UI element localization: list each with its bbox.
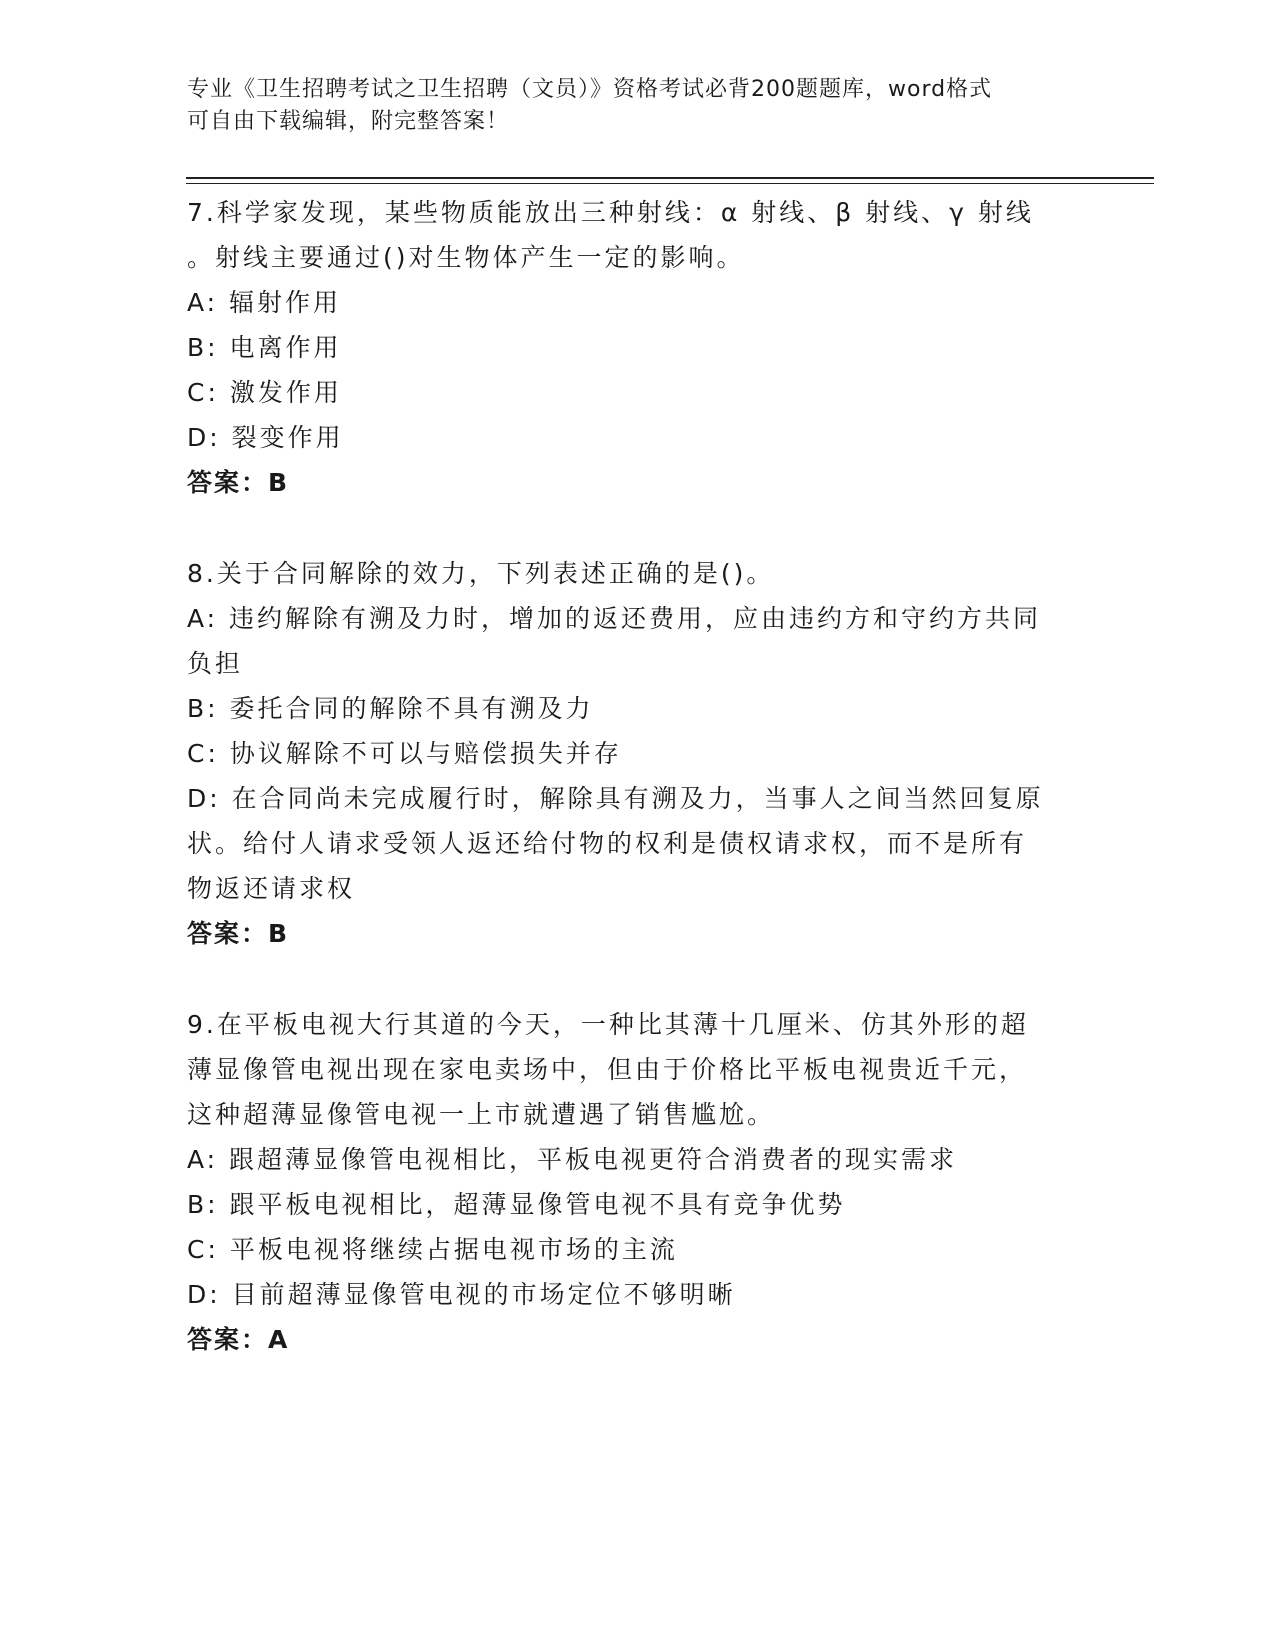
option-b: B: 委托合同的解除不具有溯及力 (187, 694, 594, 723)
option-b: B: 跟平板电视相比，超薄显像管电视不具有竞争优势 (187, 1190, 846, 1219)
answer: 答案：A (187, 1325, 290, 1354)
answer: 答案：B (187, 919, 290, 948)
question-list (187, 190, 1087, 1362)
question-stem: 。射线主要通过()对生物体产生一定的影响。 (187, 243, 745, 272)
question-stem: 9.在平板电视大行其道的今天，一种比其薄十几厘米、仿其外形的超 (187, 1010, 1029, 1039)
option-a: A: 辐射作用 (187, 288, 342, 317)
option-c: C: 协议解除不可以与赔偿损失并存 (187, 739, 622, 768)
header-line-1: 专业《卫生招聘考试之卫生招聘（文员）》资格考试必背200题题库，word格式 (187, 77, 993, 102)
question-block (187, 1002, 1087, 1362)
option-c: C: 平板电视将继续占据电视市场的主流 (187, 1235, 678, 1264)
question-stem: 这种超薄显像管电视一上市就遭遇了销售尴尬。 (187, 1100, 776, 1129)
question-stem: 薄显像管电视出现在家电卖场中，但由于价格比平板电视贵近千元， (187, 1055, 1028, 1084)
option-a-continued: 负担 (187, 649, 244, 678)
option-b: B: 电离作用 (187, 333, 342, 362)
option-d: D: 裂变作用 (187, 423, 344, 452)
page-header (187, 74, 1067, 138)
option-d: D: 目前超薄显像管电视的市场定位不够明晰 (187, 1280, 736, 1309)
question-block (187, 190, 1087, 505)
option-c: C: 激发作用 (187, 378, 342, 407)
question-stem: 8.关于合同解除的效力，下列表述正确的是()。 (187, 559, 775, 588)
question-spacer (187, 956, 1087, 1002)
option-a: A: 跟超薄显像管电视相比，平板电视更符合消费者的现实需求 (187, 1145, 958, 1174)
option-d: D: 在合同尚未完成履行时，解除具有溯及力，当事人之间当然回复原 (187, 784, 1044, 813)
header-divider-thin (186, 183, 1154, 184)
option-d-continued: 状。给付人请求受领人返还给付物的权利是债权请求权，而不是所有 (187, 829, 1028, 858)
header-line-2: 可自由下载编辑，附完整答案！ (187, 109, 510, 134)
header-divider-thick (186, 177, 1154, 179)
question-spacer (187, 505, 1087, 551)
answer: 答案：B (187, 468, 290, 497)
option-d-continued: 物返还请求权 (187, 874, 356, 903)
question-stem: 7.科学家发现，某些物质能放出三种射线：α 射线、β 射线、γ 射线 (187, 198, 1034, 227)
option-a: A: 违约解除有溯及力时，增加的返还费用，应由违约方和守约方共同 (187, 604, 1042, 633)
question-block (187, 551, 1087, 956)
